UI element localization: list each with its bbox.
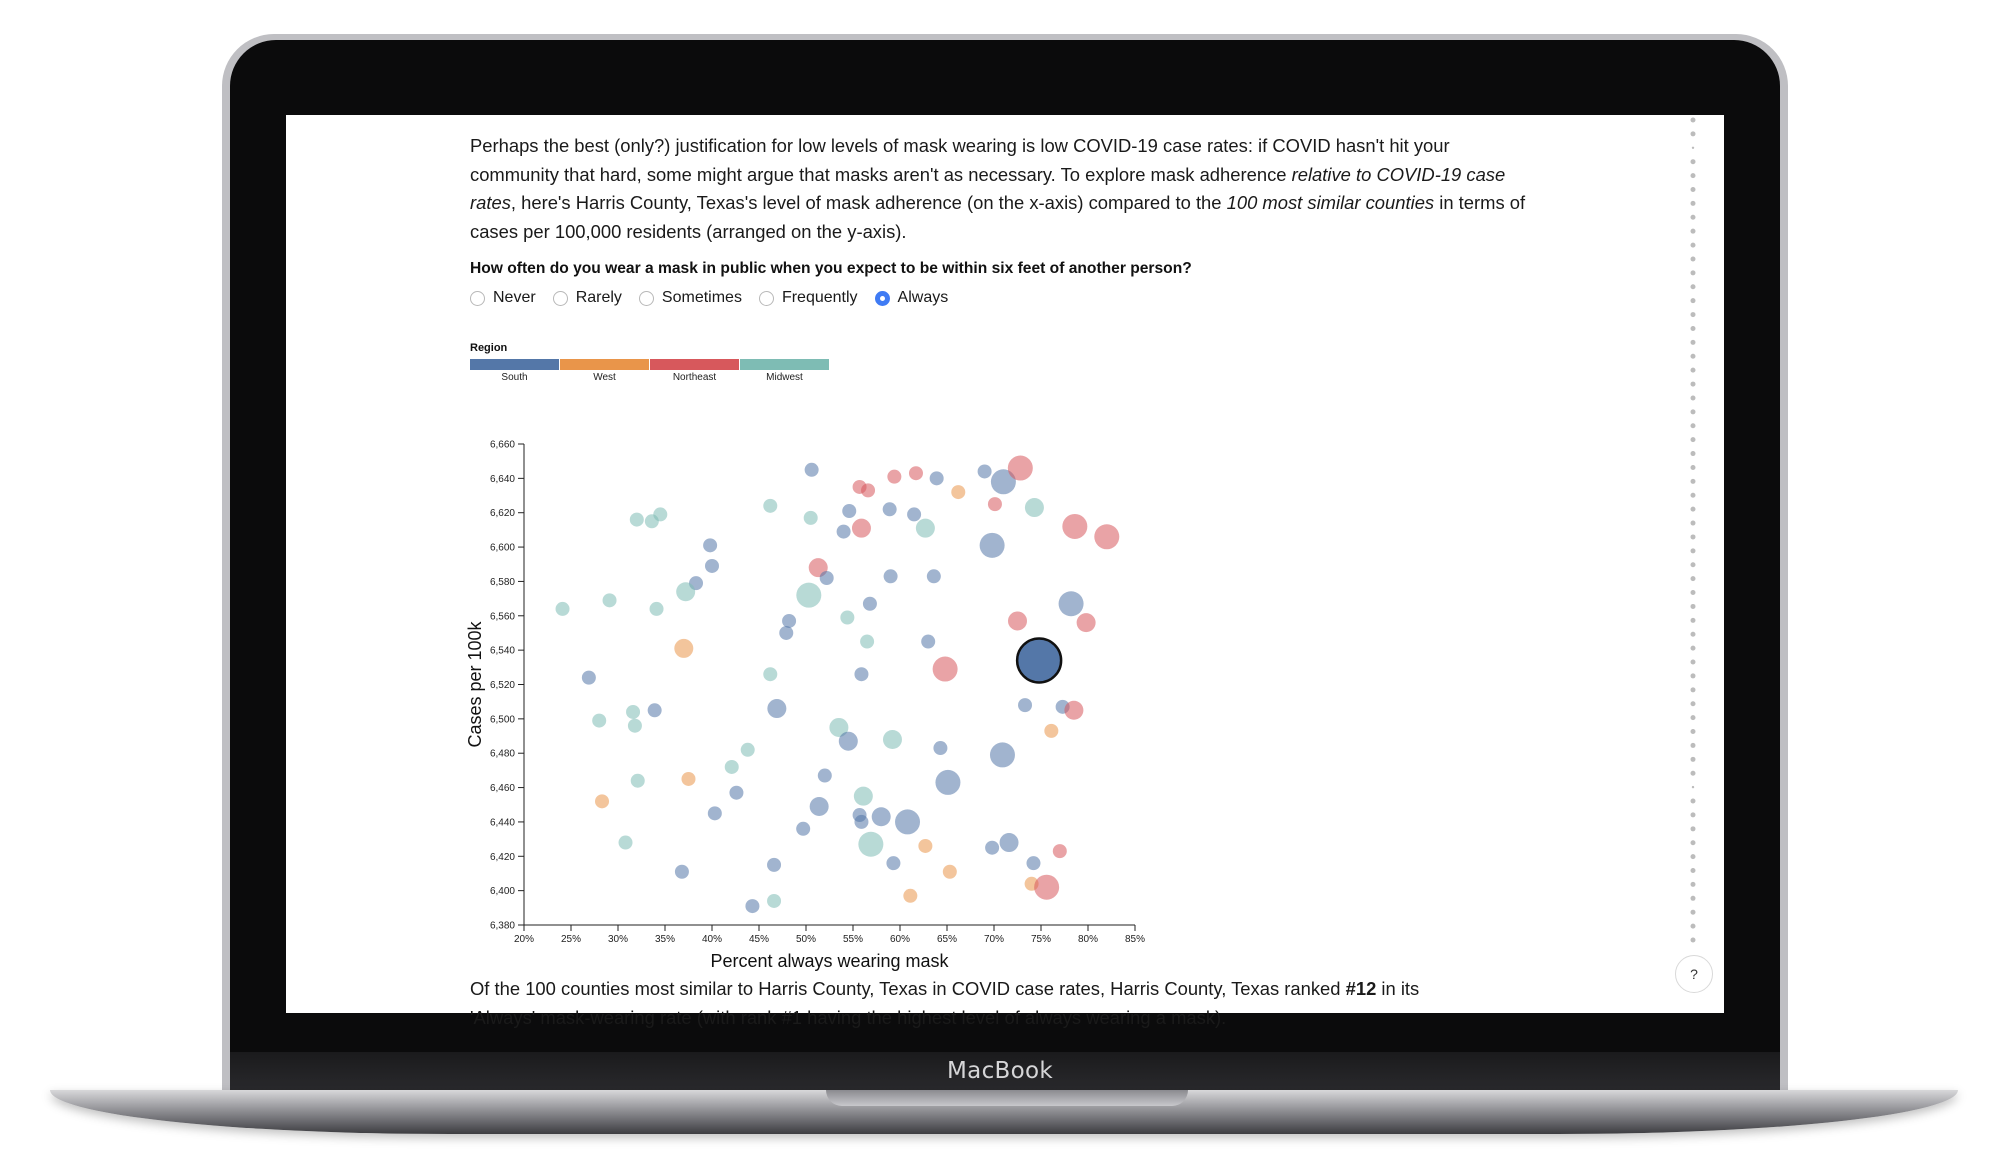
data-point [861, 483, 875, 497]
data-point [1064, 701, 1083, 720]
radio-option-label: Frequently [781, 289, 858, 306]
scroll-indicator-dot[interactable] [1691, 451, 1696, 456]
data-point [1025, 498, 1044, 517]
data-point [653, 507, 667, 521]
data-point [729, 786, 743, 800]
data-point [927, 569, 941, 583]
scroll-indicator-dot[interactable] [1691, 826, 1696, 831]
data-point [820, 571, 834, 585]
data-point [745, 899, 759, 913]
x-tick-label: 60% [889, 934, 911, 945]
legend-item-northeast [650, 359, 739, 383]
scroll-indicator-dot[interactable] [1691, 340, 1696, 345]
scroll-indicator-dot[interactable] [1692, 147, 1694, 149]
data-point [705, 559, 719, 573]
scroll-indicator-dot[interactable] [1691, 395, 1696, 400]
scroll-indicator-dot[interactable] [1691, 687, 1696, 692]
radio-button-icon[interactable] [759, 291, 774, 306]
intro-paragraph [470, 132, 1540, 246]
data-point [805, 463, 819, 477]
y-tick-label: 6,560 [489, 611, 515, 623]
data-point [603, 593, 617, 607]
legend-swatch [470, 359, 559, 370]
data-point [895, 809, 920, 834]
data-point [1018, 698, 1032, 712]
y-tick-label: 6,380 [489, 920, 515, 932]
y-tick-label: 6,400 [489, 886, 515, 898]
data-point [1000, 833, 1019, 852]
data-point [842, 504, 856, 518]
scroll-indicator-dot[interactable] [1691, 840, 1696, 845]
legend-label: Northeast [672, 372, 717, 383]
x-axis-label: Percent always wearing mask [710, 951, 949, 971]
data-point [930, 471, 944, 485]
data-point [582, 671, 596, 685]
x-tick-label: 80% [1077, 934, 1099, 945]
legend-swatch [740, 359, 829, 370]
scroll-indicator-dot[interactable] [1691, 521, 1696, 526]
y-tick-label: 6,500 [489, 714, 515, 726]
y-tick-label: 6,580 [489, 576, 515, 588]
scroll-indicator-dot[interactable] [1691, 938, 1696, 943]
data-point [990, 742, 1015, 767]
legend-title: Region [470, 342, 508, 354]
legend-item-midwest [740, 359, 829, 383]
scroll-indicator-dot[interactable] [1691, 632, 1696, 637]
legend-swatch [560, 359, 649, 370]
scroll-indicator-dot[interactable] [1691, 215, 1696, 220]
data-point [648, 703, 662, 717]
scroll-indicator-dot[interactable] [1691, 465, 1696, 470]
data-point [943, 865, 957, 879]
scroll-indicator-dot[interactable] [1691, 159, 1696, 164]
scroll-indicator-dot[interactable] [1691, 924, 1696, 929]
data-point [676, 582, 695, 601]
scatter-chart [456, 410, 1356, 970]
legend-swatch [650, 359, 739, 370]
x-tick-label: 70% [983, 934, 1005, 945]
legend-label: Midwest [766, 372, 803, 383]
data-point [796, 822, 810, 836]
x-tick-label: 45% [748, 934, 770, 945]
scroll-indicator-dot[interactable] [1691, 187, 1696, 192]
y-tick-label: 6,440 [489, 817, 515, 829]
scroll-indicator-dot[interactable] [1691, 326, 1696, 331]
scroll-indicator-dot[interactable] [1691, 799, 1696, 804]
data-point [1062, 514, 1087, 539]
intro-text-3: in terms of cases per 100,000 residents (arranged on the y-axis). [470, 192, 1526, 242]
data-point [1053, 844, 1067, 858]
x-tick-label: 55% [842, 934, 864, 945]
scroll-indicator-dot[interactable] [1691, 701, 1696, 706]
data-point [592, 714, 606, 728]
region-legend [470, 342, 830, 383]
scroll-indicator-dot[interactable] [1691, 715, 1696, 720]
scroll-indicator-dot[interactable] [1691, 646, 1696, 651]
scroll-indicator-dot[interactable] [1691, 757, 1696, 762]
data-point [858, 832, 883, 857]
scroll-indicator-dot[interactable] [1691, 507, 1696, 512]
scroll-indicator-dot[interactable] [1691, 673, 1696, 678]
scroll-indicator-dot[interactable] [1691, 382, 1696, 387]
y-tick-label: 6,600 [489, 542, 515, 554]
scroll-indicator-dot[interactable] [1692, 786, 1694, 788]
scroll-indicator-dot[interactable] [1691, 479, 1696, 484]
data-point [883, 730, 902, 749]
data-point [1008, 611, 1027, 630]
radio-button-icon[interactable] [553, 291, 568, 306]
x-tick-label: 35% [654, 934, 676, 945]
radio-button-icon[interactable] [639, 291, 654, 306]
x-tick-label: 30% [607, 934, 629, 945]
scroll-indicator-dot[interactable] [1691, 771, 1696, 776]
data-point [1026, 856, 1040, 870]
legend-item-west [560, 359, 649, 383]
data-point [854, 667, 868, 681]
data-point [782, 614, 796, 628]
scroll-indicator-dot[interactable] [1691, 312, 1696, 317]
intro-text-2: , here's Harris County, Texas's level of mask adherence (on the x-axis) compared to the [510, 192, 1227, 213]
scroll-indicator-dot[interactable] [1691, 618, 1696, 623]
radio-option-label: Rarely [575, 289, 622, 306]
data-point [903, 889, 917, 903]
data-point [951, 485, 965, 499]
data-point [935, 770, 960, 795]
data-point [779, 626, 793, 640]
data-point [916, 519, 935, 538]
data-point [725, 760, 739, 774]
x-tick-label: 40% [701, 934, 723, 945]
scroll-indicator-dot[interactable] [1691, 298, 1696, 303]
data-point [921, 635, 935, 649]
data-point [810, 797, 829, 816]
x-tick-label: 85% [1124, 934, 1146, 945]
data-point [840, 611, 854, 625]
data-point [933, 657, 958, 682]
data-point [767, 894, 781, 908]
data-point [985, 841, 999, 855]
scroll-indicator-dot[interactable] [1691, 423, 1696, 428]
data-point [628, 719, 642, 733]
scroll-indicator-dot[interactable] [1691, 493, 1696, 498]
data-point [860, 635, 874, 649]
y-tick-label: 6,540 [489, 645, 515, 657]
data-point [804, 511, 818, 525]
data-point [863, 597, 877, 611]
radio-option-label: Always [897, 289, 949, 306]
x-tick-label: 75% [1030, 934, 1052, 945]
scroll-indicator-dot[interactable] [1691, 562, 1696, 567]
scroll-indicator-dot[interactable] [1691, 590, 1696, 595]
scroll-indicator-dot[interactable] [1691, 229, 1696, 234]
radio-option-frequently[interactable] [759, 289, 858, 307]
summary-text-line2: 'Always' mask-wearing rate (with rank #1 having the highest level of always wearing a mask). [470, 1006, 1227, 1028]
data-point [767, 858, 781, 872]
radio-option-never[interactable] [470, 289, 536, 307]
radio-button-icon[interactable] [470, 291, 485, 306]
data-point [703, 538, 717, 552]
data-point [988, 497, 1002, 511]
data-point [883, 502, 897, 516]
data-point [909, 466, 923, 480]
legend-items [470, 359, 830, 383]
y-tick-label: 6,420 [489, 851, 515, 863]
scroll-indicator-dot[interactable] [1691, 437, 1696, 442]
data-point [1008, 456, 1033, 481]
y-tick-label: 6,640 [489, 473, 515, 485]
scroll-indicator-dot[interactable] [1691, 354, 1696, 359]
data-point [980, 533, 1005, 558]
scroll-indicator-dot[interactable] [1691, 910, 1696, 915]
scroll-indicator-dot[interactable] [1691, 256, 1696, 261]
data-point [907, 507, 921, 521]
screen [286, 115, 1724, 1028]
scroll-indicator-dot[interactable] [1691, 131, 1696, 136]
legend-label: South [501, 372, 528, 383]
scroll-indicator-dot[interactable] [1691, 743, 1696, 748]
data-point [1044, 724, 1058, 738]
survey-question: How often do you wear a mask in public when you expect to be within six feet of another person? [470, 260, 1192, 277]
data-point [650, 602, 664, 616]
summary-paragraph [470, 975, 1540, 1032]
data-point [886, 856, 900, 870]
data-point [933, 741, 947, 755]
data-point [1034, 875, 1059, 900]
scroll-indicator-dot[interactable] [1691, 812, 1696, 817]
scroll-indicator-dot[interactable] [1691, 243, 1696, 248]
radio-option-label: Never [493, 289, 536, 306]
radio-option-always[interactable] [875, 289, 949, 307]
scroll-indicator-dot[interactable] [1691, 173, 1696, 178]
data-point [763, 499, 777, 513]
data-point [619, 836, 633, 850]
data-point [682, 772, 696, 786]
data-point [626, 705, 640, 719]
scroll-indicator-dot[interactable] [1691, 854, 1696, 859]
scroll-indicator-dot[interactable] [1691, 201, 1696, 206]
y-tick-label: 6,660 [489, 439, 515, 451]
data-point [1059, 591, 1084, 616]
data-point [837, 525, 851, 539]
intro-emphasis-2: 100 most similar counties [1226, 192, 1435, 213]
x-tick-label: 25% [560, 934, 582, 945]
y-tick-label: 6,620 [489, 508, 515, 520]
data-point [675, 865, 689, 879]
data-point [887, 470, 901, 484]
intro-text-1: Perhaps the best (only?) justification for low levels of mask wearing is low COVID-19 case rates: if COVID hasn't hit your community that hard, some might argue that masks aren't as necessary. To explore mask adherence [470, 135, 1450, 185]
data-point [556, 602, 570, 616]
data-point [818, 769, 832, 783]
x-tick-label: 65% [936, 934, 958, 945]
highlighted-county-point [1017, 638, 1061, 682]
scroll-indicator-dot[interactable] [1691, 118, 1696, 123]
section-scroll-indicator[interactable] [1686, 115, 1700, 945]
y-axis-label: Cases per 100k [465, 621, 485, 748]
scroll-indicator-dot[interactable] [1691, 368, 1696, 373]
scroll-indicator-dot[interactable] [1691, 604, 1696, 609]
radio-option-label: Sometimes [661, 289, 742, 306]
data-point [872, 807, 891, 826]
legend-label: West [593, 372, 616, 383]
legend-item-south [470, 359, 559, 383]
data-point [839, 732, 858, 751]
data-point [631, 774, 645, 788]
intro-emphasis-1: relative to COVID-19 case rates [470, 163, 1506, 213]
data-point [741, 743, 755, 757]
scroll-indicator-dot[interactable] [1691, 576, 1696, 581]
scroll-indicator-dot[interactable] [1691, 868, 1696, 873]
data-point [1077, 613, 1096, 632]
data-point [978, 464, 992, 478]
radio-button-icon[interactable] [875, 291, 890, 306]
data-point [674, 639, 693, 658]
y-tick-label: 6,460 [489, 783, 515, 795]
data-point [767, 699, 786, 718]
radio-option-sometimes[interactable] [639, 289, 742, 307]
y-tick-label: 6,520 [489, 680, 515, 691]
scroll-indicator-dot[interactable] [1691, 729, 1696, 734]
frequency-radio-group [470, 289, 1540, 307]
summary-text-1: Of the 100 counties most similar to Harris County, Texas in COVID case rates, Harris County, Texas ranked [470, 978, 1346, 999]
scroll-indicator-dot[interactable] [1691, 882, 1696, 887]
county-rank: #12 [1345, 978, 1377, 999]
summary-text-2: in its [1376, 978, 1420, 999]
data-point [763, 667, 777, 681]
laptop-hinge-notch [826, 1090, 1188, 1106]
scroll-indicator-dot[interactable] [1691, 660, 1696, 665]
x-tick-label: 20% [513, 934, 535, 945]
data-point [918, 839, 932, 853]
article-content [470, 132, 1540, 307]
data-point [708, 806, 722, 820]
scroll-indicator-dot[interactable] [1691, 409, 1696, 414]
data-point [630, 513, 644, 527]
scroll-indicator-dot[interactable] [1691, 534, 1696, 539]
data-point [852, 519, 871, 538]
scroll-indicator-dot[interactable] [1691, 548, 1696, 553]
data-point [595, 794, 609, 808]
x-tick-label: 50% [795, 934, 817, 945]
scroll-indicator-dot[interactable] [1691, 896, 1696, 901]
device-brand-label: MacBook [947, 1058, 1053, 1084]
data-point [854, 815, 868, 829]
data-point [796, 583, 821, 608]
data-point [884, 569, 898, 583]
data-point [854, 787, 873, 806]
radio-option-rarely[interactable] [553, 289, 622, 307]
help-button[interactable]: ? [1675, 955, 1713, 993]
scroll-indicator-dot[interactable] [1691, 284, 1696, 289]
y-tick-label: 6,480 [489, 748, 515, 760]
data-point [1094, 524, 1119, 549]
scroll-indicator-dot[interactable] [1691, 270, 1696, 275]
